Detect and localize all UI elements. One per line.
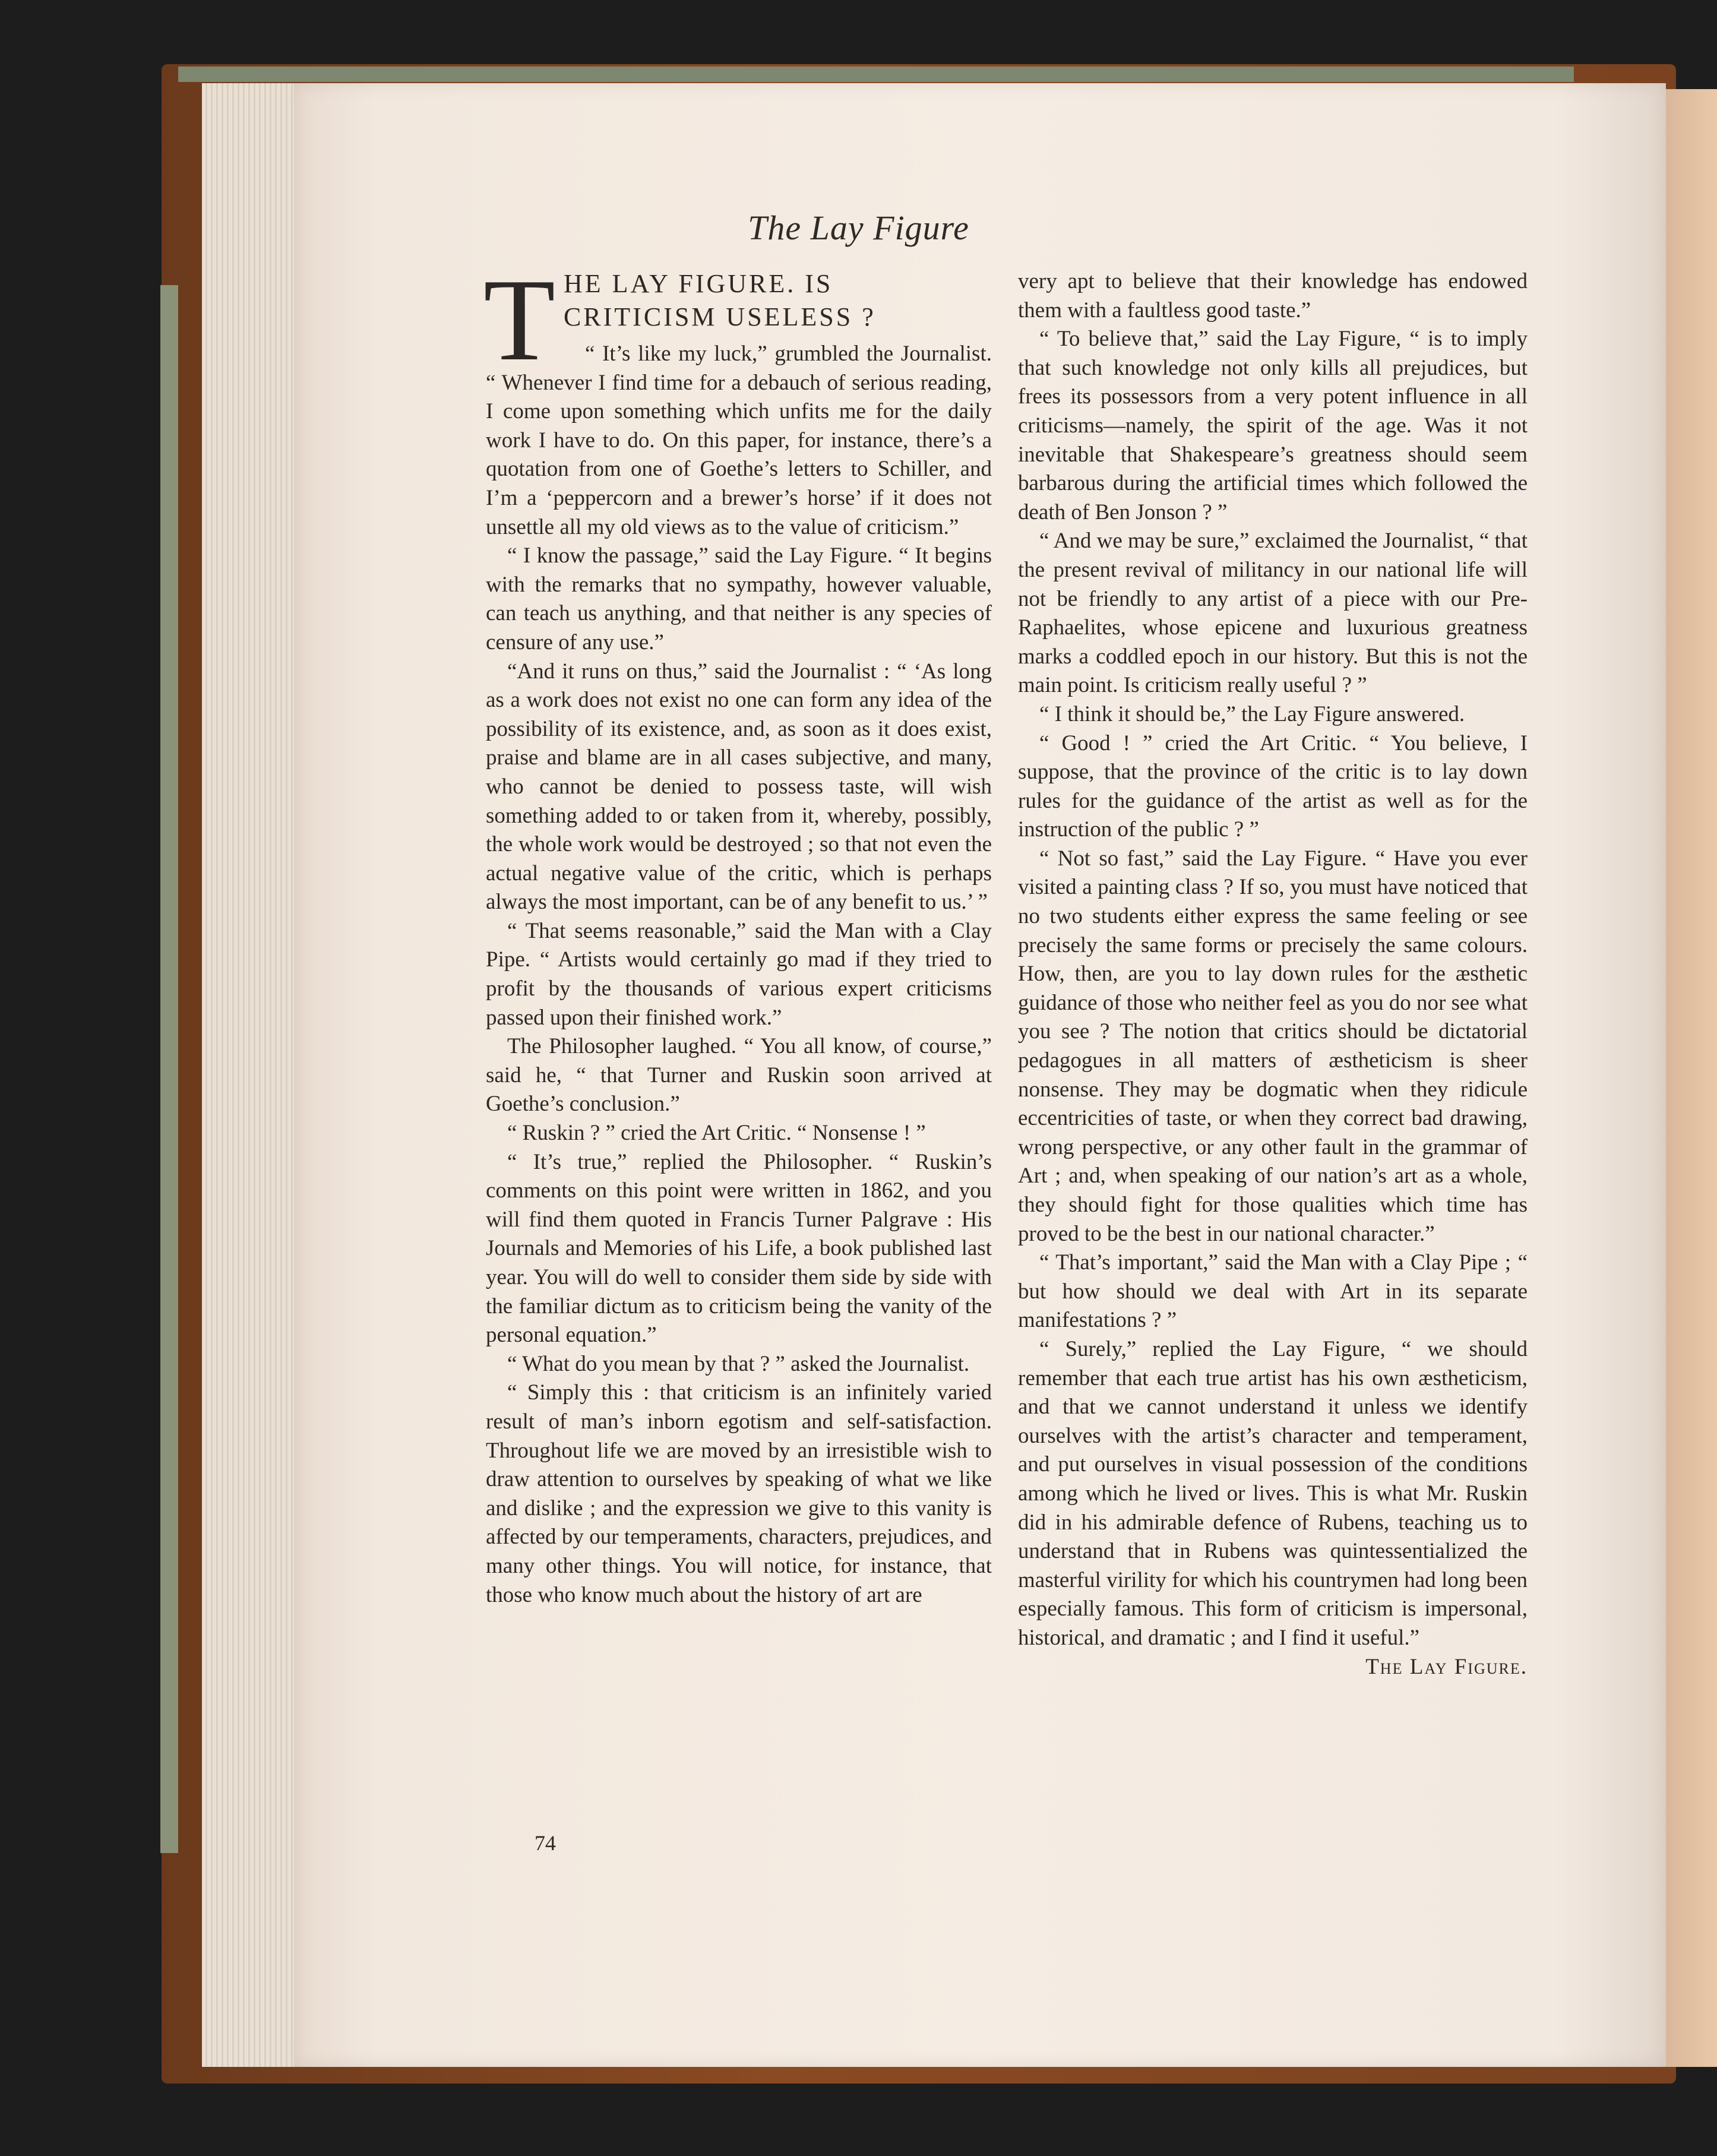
paragraph: “ Surely,” replied the Lay Figure, “ we should remember that each true artist has his own æstheticism, and that we cannot understand it unless we identify ourselves with the artist’s character and temperament, and put ourselves in visual possession of the conditions among which he lived or lives. This is what Mr. Ruskin did in his admirable defence of Rubens, teaching us to understand that in Rubens was quintessentialized the masterful virility for which his countrymen had long been especially famous. This form of criticism is impersonal, historical, and dramatic ; and I find it useful.” (1018, 1336, 1528, 1650)
page-number: 74 (535, 1831, 556, 1855)
paragraph: “ Simply this : that criticism is an infinitely varied result of man’s inborn egotism and self-satisfaction. Throughout life we are moved by an irresistible wish to draw attention to ourselves by speaking of what we like and dislike ; and the expression we give to this vanity is affected by our temperaments, characters, prejudices, and many other things. You will notice, for instance, that those who know much about the history of art are (486, 1380, 992, 1607)
paragraph: “ Ruskin ? ” cried the Art Critic. “ Nonsense ! ” (507, 1121, 926, 1146)
left-column (483, 255, 992, 1610)
article-title-block (483, 255, 992, 385)
paragraph: “ It’s like my luck,” grumbled the Journalist. “ Whenever I find time for a debauch of serious reading, I come upon something which unfits me for the daily work I have to do. On this paper, for instance, there’s a quotation from one of Goethe’s letters to Schiller, and I’m a ‘peppercorn and a brewer’s horse’ if it does not unsettle all my old views as to the value of criticism.” (486, 342, 992, 539)
paragraph: “ I think it should be,” the Lay Figure answered. (1039, 701, 1465, 726)
paragraph: “ Good ! ” cried the Art Critic. “ You believe, I suppose, that the province of the critic is to lay down rules for the guidance of the artist as well as for the instruction of the public ? ” (1018, 731, 1528, 842)
cover-cloth-spine (160, 285, 178, 1853)
paragraph: “ It’s true,” replied the Philosopher. “ Ruskin’s comments on this point were written in 1862, and you will find them quoted in Francis Turner Palgrave : His Journals and Memories of his Life, a book published last year. You will do well to consider them side by side with the familiar dictum as to criticism being the vanity of the personal equation.” (486, 1149, 992, 1348)
paragraph: “ That seems reasonable,” said the Man with a Clay Pipe. “ Artists would certainly go mad if they tried to profit by the thousands of various expert criticisms passed upon their finished work.” (486, 918, 992, 1030)
paragraph: “ I know the passage,” said the Lay Figure. “ It begins with the remarks that no sympathy, however valuable, can teach us anything, and that neither is any species of censure of any use.” (486, 543, 992, 655)
paragraph: “ And we may be sure,” exclaimed the Journalist, “ that the present revival of militancy in our national life will not be friendly to any artist of a piece with our Pre-Raphaelites, whose epicene and luxurious greatness marks a coddled epoch in our history. But this is not the main point. Is criticism really useful ? ” (1018, 529, 1528, 698)
paragraph: “ What do you mean by that ? ” asked the Journalist. (507, 1351, 970, 1376)
article-title: HE LAY FIGURE. IS CRITICISM USELESS ? (563, 269, 876, 331)
cover-cloth-top (178, 67, 1574, 82)
running-header: The Lay Figure (748, 208, 969, 247)
paragraph: “ To believe that,” said the Lay Figure, “ is to imply that such knowledge not only kills all prejudices, but frees its possessors from a very potent influence in all criticisms—namely, the spirit of the age. Was it not inevitable that Shakespeare’s greatness should seem barbarous during the artificial times which followed the death of Ben Jonson ? ” (1018, 327, 1528, 524)
paragraph: very apt to believe that their knowledge has endowed them with a faultless good taste.” (1018, 269, 1528, 323)
page-stack (202, 83, 303, 2067)
drop-cap: T (483, 255, 555, 385)
signature: The Lay Figure. (1365, 1654, 1528, 1679)
paragraph: The Philosopher laughed. “ You all know, of course,” said he, “ that Turner and Ruskin soon arrived at Goethe’s conclusion.” (486, 1034, 992, 1117)
paragraph: “And it runs on thus,” said the Journalist : “ ‘As long as a work does not exist no one can form any idea of the possibility of its existence, and, as soon as it does exist, praise and blame are in all cases subjective, and many, who cannot be denied to possess taste, will wish something added to or taken from it, whereby, possibly, the whole work would be destroyed ; so that not even the actual negative value of the critic, which is perhaps always the most important, can be of any benefit to us.’ ” (486, 659, 992, 915)
right-column (1018, 267, 1528, 1681)
paragraph: “ That’s important,” said the Man with a Clay Pipe ; “ but how should we deal with Art in its separate manifestations ? ” (1018, 1250, 1528, 1333)
facing-page-edge (1663, 89, 1717, 2067)
paragraph: “ Not so fast,” said the Lay Figure. “ Have you ever visited a painting class ? If so, you must have noticed that no two students either express the same feeling or see precisely the same forms or precisely the same colours. How, then, are you to lay down rules for the æsthetic guidance of those who neither feel as you do nor see what you see ? The notion that critics should be dictatorial pedagogues in all matters of æstheticism is sheer nonsense. They may be dogmatic when they ridicule eccentricities of taste, or when they correct bad drawing, wrong perspective, or any other fault in the grammar of Art ; and, when speaking of our nation’s art as a whole, they should fight for those qualities which time has proved to be the best in our national character.” (1018, 846, 1528, 1246)
